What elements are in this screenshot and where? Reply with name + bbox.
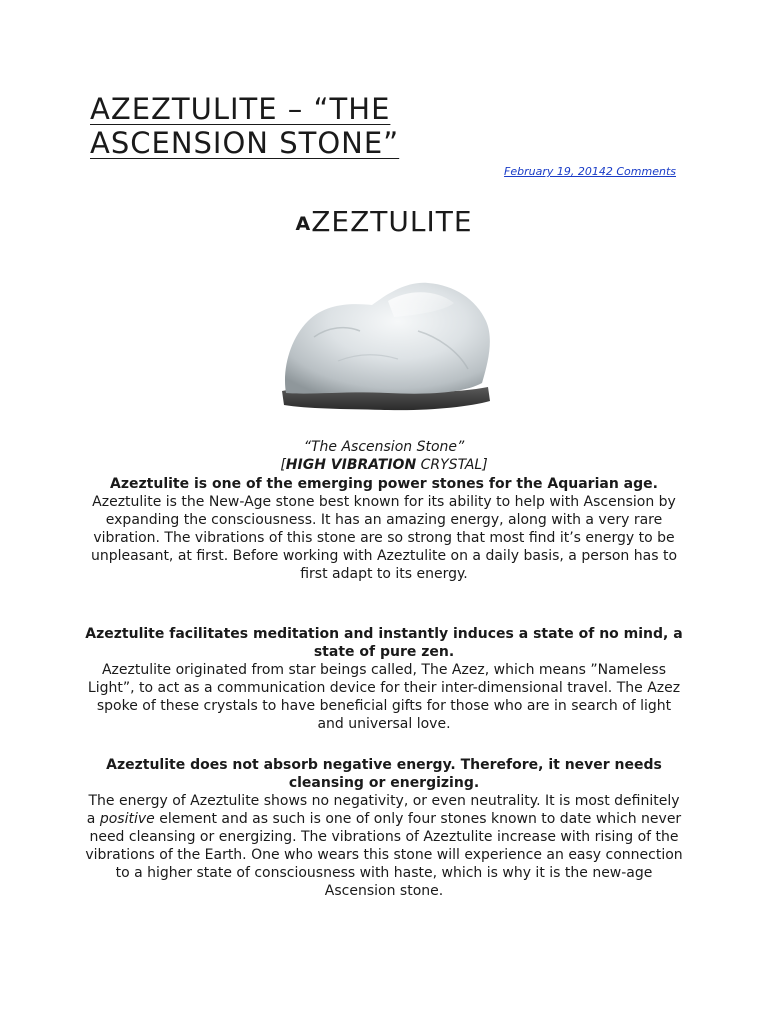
section-3-lead: Azeztulite does not absorb negative energy. Therefore, it never needs cleansing or energizing.: [106, 757, 662, 791]
stone-illustration: [268, 241, 501, 440]
heading-rest: ZEZTULITE: [311, 205, 473, 238]
section-2: [84, 625, 684, 733]
stone-body: [285, 283, 490, 394]
article-title[interactable]: [90, 92, 510, 160]
post-date-link[interactable]: February 19, 2014: [504, 165, 606, 178]
section-3-body: [84, 792, 684, 900]
section-2-lead: Azeztulite facilitates meditation and instantly induces a state of no mind, a state of pure zen.: [85, 626, 683, 660]
article-title-line-2[interactable]: ASCENSION STONE”: [90, 126, 400, 160]
post-meta: [504, 165, 676, 178]
section-3-body-after: element and as such is one of only four stones known to date which never need cleansing or energizing. The vibrations of Azeztulite increase with rising of the vibrations of the Earth. One who wears this stone will experience an easy connection to a higher state of consciousness with haste, which is why it is the new-age Ascension stone.: [85, 811, 683, 899]
section-1: [84, 475, 684, 583]
article-title-line-1[interactable]: AZEZTULITE – “THE: [90, 92, 391, 126]
figure-caption-quote: “The Ascension Stone”: [303, 439, 465, 455]
section-3-body-emphasis: positive: [99, 811, 155, 827]
caption-bracket: [: [280, 457, 286, 473]
heading-first-letter: A: [295, 213, 312, 235]
section-1-body: Azeztulite is the New-Age stone best known for its ability to help with Ascension by expanding the consciousness. It has an amazing energy, along with a very rare vibration. The vibrations of this stone are so strong that most find it’s energy to be unpleasant, at first. Before working with Azeztulite on a daily basis, a person has to first adapt to its energy.: [90, 494, 678, 582]
section-3-body-before: The energy of Azeztulite shows no negativity, or even neutrality. It is most definitely a: [86, 793, 680, 827]
section-2-body: Azeztulite originated from star beings called, The Azez, which means ”Nameless Light”, to act as a communication device for their inter-dimensional travel. The Azez spoke of these crystals to have beneficial gifts for those who are in search of light and universal love.: [87, 662, 681, 732]
figure-caption-label: [84, 456, 684, 474]
comments-link[interactable]: 2 Comments: [605, 165, 676, 178]
section-1-lead: Azeztulite is one of the emerging power stones for the Aquarian age.: [110, 476, 658, 492]
stone-heading: [0, 205, 768, 238]
caption-bold: HIGH VIBRATION: [285, 457, 417, 473]
azeztulite-stone-image: [268, 241, 501, 440]
caption-rest: CRYSTAL]: [416, 457, 488, 473]
section-3: [84, 756, 684, 900]
